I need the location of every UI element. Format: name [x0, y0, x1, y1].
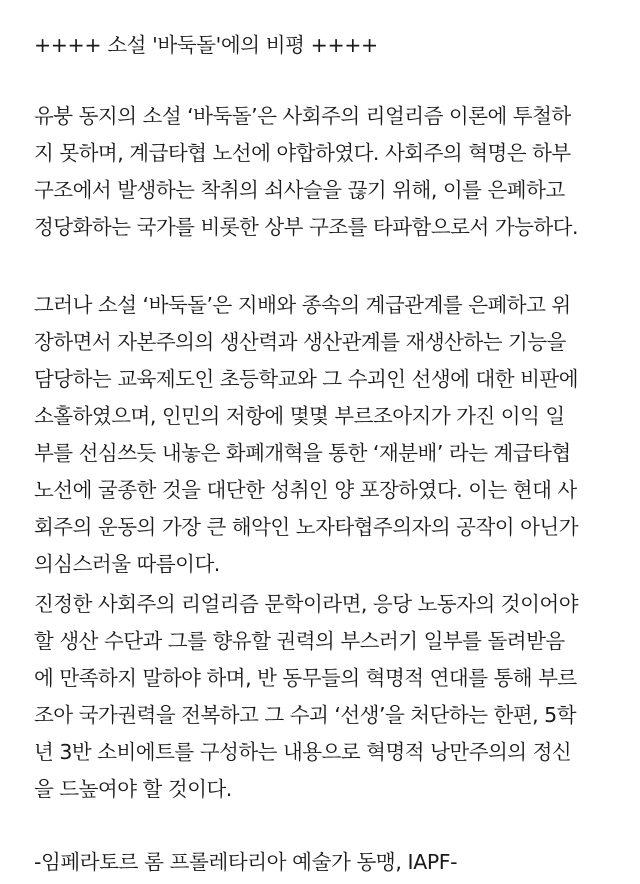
paragraph-3 [34, 586, 624, 808]
paragraph-line: 구조에서 발생하는 착취의 쇠사슬을 끊기 위해, 이를 은폐하고 [34, 178, 565, 202]
paragraph-line: 담당하는 교육제도인 초등학교와 그 수괴인 선생에 대한 비판에 [34, 367, 578, 391]
paragraph-line: 정당화하는 국가를 비롯한 상부 구조를 타파함으로서 가능하다. [34, 215, 578, 239]
paragraph-1 [34, 98, 624, 246]
paragraph-line: 노선에 굴종한 것을 대단한 성취인 양 포장하였다. 이는 현대 사 [34, 478, 577, 502]
paragraph-line: 지 못하며, 계급타협 노선에 야합하였다. 사회주의 혁명은 하부 [34, 141, 571, 165]
paragraph-line: 소홀하였으며, 인민의 저항에 몇몇 부르조아지가 가진 이익 일 [34, 404, 565, 428]
paragraph-line: 할 생산 수단과 그를 향유할 권력의 부스러기 일부를 돌려받음 [34, 629, 565, 653]
paragraph-line: 을 드높여야 할 것이다. [34, 777, 232, 801]
paragraph-line: 그러나 소설 ‘바둑돌’은 지배와 종속의 계급관계를 은폐하고 위 [34, 293, 571, 317]
post-title: ++++ 소설 '바둑돌'에의 비평 ++++ [34, 33, 378, 57]
paragraph-line: 진정한 사회주의 리얼리즘 문학이라면, 응당 노동자의 것이어야 [34, 592, 578, 616]
signature: -임페라토르 롬 프롤레타리아 예술가 동맹, IAPF- [34, 850, 458, 874]
paragraph-line: 에 만족하지 말하야 하며, 반 동무들의 혁명적 연대를 통해 부르 [34, 666, 577, 690]
paragraph-line: 유붕 동지의 소설 ‘바둑돌’은 사회주의 리얼리즘 이론에 투철하 [34, 104, 571, 128]
paragraph-line: 년 3반 소비에트를 구성하는 내용으로 혁명적 낭만주의의 정신 [34, 740, 572, 764]
paragraph-line: 조아 국가권력을 전복하고 그 수괴 ‘선생’을 처단하는 한편, 5학 [34, 703, 576, 727]
paragraph-line: 회주의 운동의 가장 큰 해악인 노자타협주의자의 공작이 아닌가 [34, 515, 578, 539]
paragraph-line: 장하면서 자본주의의 생산력과 생산관계를 재생산하는 기능을 [34, 330, 566, 354]
paragraph-line: 의심스러울 따름이다. [34, 552, 220, 576]
paragraph-line: 부를 선심쓰듯 내놓은 화폐개혁을 통한 ‘재분배’ 라는 계급타협 [34, 441, 571, 465]
paragraph-2 [34, 287, 624, 583]
